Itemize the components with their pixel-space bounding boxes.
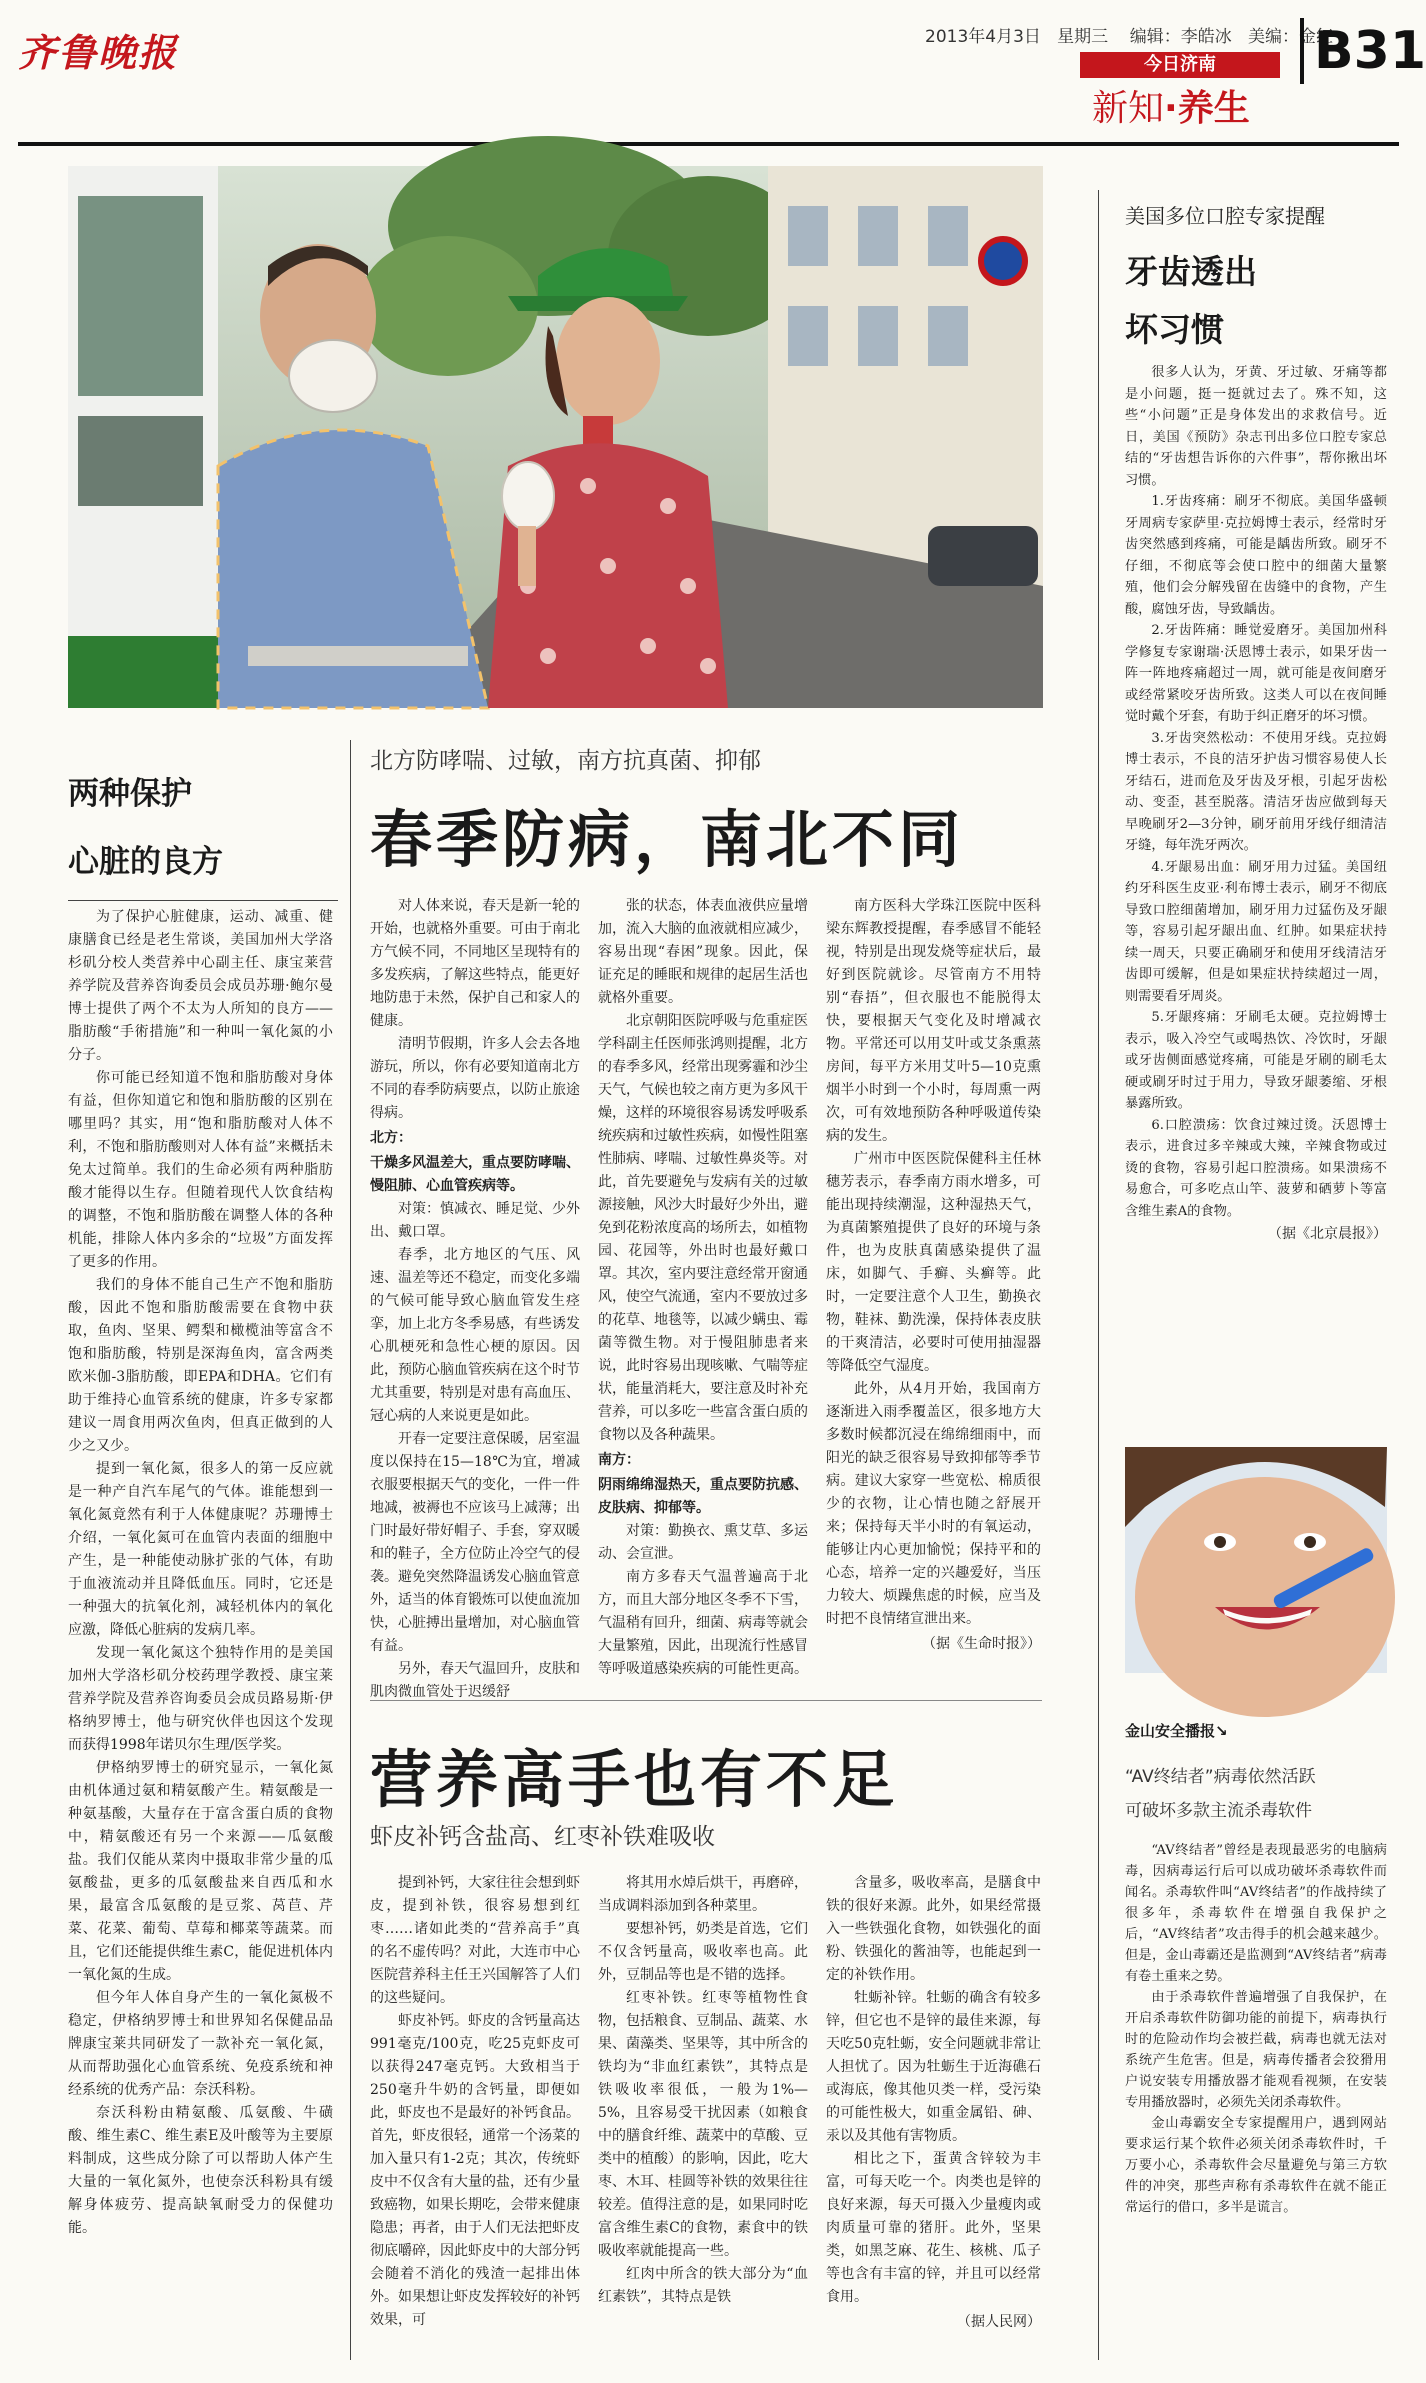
main-paragraph: 开春一定要注意保暖，居室温度以保持在15—18℃为宜，增减衣服要根据天气的变化，一件一件地减，被褥也不应该马上减薄；出门时最好带好帽子、手套，穿双暖和的鞋子，全方位防止冷空气的侵袭。避免突然降温诱发心脑血管意外，适当的体育锻炼可以使血流加快，心脏搏出量增加，对心脑血管有益。 (370, 1431, 580, 1654)
second-article-column-1 (370, 1872, 580, 2357)
right-paragraph: 很多人认为，牙黄、牙过敏、牙痛等都是小问题，挺一挺就过去了。殊不知，这些“小问题”正是身体发出的求救信号。近日，美国《预防》杂志刊出多位口腔专家总结的“牙齿想告诉你的六件事”，帮你揪出坏习惯。 (1125, 365, 1387, 488)
main-paragraph: 清明节假期，许多人会去各地游玩，所以，你有必要知道南北方不同的春季防病要点，以防止旅途得病。 (370, 1036, 580, 1121)
street-photo (68, 166, 1043, 708)
left-paragraph: 你可能已经知道不饱和脂肪酸对身体有益，但你知道它和饱和脂肪酸的区别在哪里吗？其实，用“饱和脂肪酸对人体不利，不饱和脂肪酸则对人体有益”来概括未免太过简单。我们的生命必须有两种脂肪酸才能得以生存。但随着现代人饮食结构的调整，不饱和脂肪酸在调整人体的各种机能，排除人体内多余的“垃圾”方面发挥了更多的作用。 (68, 1070, 333, 1270)
toothbrush-photo (1125, 1447, 1387, 1673)
second-article-title: 营养高手也有不足 (370, 1743, 899, 1816)
masthead-rule (18, 142, 1399, 146)
south-heading: 南方： (598, 1452, 640, 1468)
right-article-source: （据《北京晨报》） (1268, 1226, 1387, 1242)
left-title-line1: 两种保护 (68, 776, 192, 812)
second-paragraph: 将其用水焯后烘干，再磨碎，当成调料添加到各种菜里。 (598, 1875, 808, 1914)
south-focus: 阴雨绵绵湿热天，重点要防抗感、皮肤病、抑郁等。 (598, 1477, 808, 1516)
security-paragraph: 金山毒霸安全专家提醒用户，遇到网站要求运行某个软件必须关闭杀毒软件时，千万要小心，杀毒软件会尽量避免与第三方软件的冲突，那些声称有杀毒软件在就不能正常运行的借口，多半是谎言。 (1125, 2116, 1387, 2215)
main-article-subtitle: 北方防哮喘、过敏，南方抗真菌、抑郁 (370, 748, 761, 774)
main-article-title: 春季防病，南北不同 (370, 803, 965, 876)
second-paragraph: 红肉中所含的铁大部分为“血红素铁”，其特点是铁 (598, 2266, 808, 2305)
issue-meta (925, 22, 1333, 47)
right-article-title (1125, 243, 1355, 359)
newspaper-logo: 齐鲁晚报 (18, 30, 179, 75)
issue-weekday: 星期三 (1057, 27, 1109, 47)
left-paragraph: 发现一氧化氮这个独特作用的是美国加州大学洛杉矶分校药理学教授、康宝莱营养学院及营养咨询委员会成员路易斯·伊格纳罗博士，他与研究伙伴也因这个发现而获得1998年诺贝尔生理/医学奖。 (68, 1645, 333, 1753)
second-article-column-3 (826, 1872, 1041, 2357)
second-paragraph: 含量多，吸收率高，是膳食中铁的很好来源。此外，如果经常摄入一些铁强化食物，如铁强化的面粉、铁强化的酱油等，也能起到一定的补铁作用。 (826, 1875, 1041, 1983)
section-label: 今日济南 (1080, 52, 1280, 78)
right-paragraph: 1.牙齿疼痛：刷牙不彻底。美国华盛顿牙周病专家萨里·克拉姆博士表示，经常时牙齿突然感到疼痛，可能是龋齿所致。刷牙不仔细，不彻底等会使口腔中的细菌大量繁殖，他们会分解残留在齿缝中的食物，产生酸，腐蚀牙齿，导致龋齿。 (1125, 494, 1387, 617)
left-title-rule (68, 900, 338, 901)
second-paragraph: 提到补钙，大家往往会想到虾皮，提到补铁，很容易想到红枣……诸如此类的“营养高手”真的名不虚传吗？对此，大连市中心医院营养科主任王兴国解答了人们的这些疑问。 (370, 1875, 580, 2006)
article-separator (370, 1700, 1042, 1701)
left-column-divider (350, 740, 351, 2360)
main-paragraph: 另外，春天气温回升，皮肤和肌肉微血管处于迟缓舒 (370, 1661, 580, 1700)
designer-credit: 美编：金红 (1247, 27, 1333, 47)
second-article-source: （据人民网） (957, 2314, 1041, 2330)
left-paragraph: 奈沃科粉由精氨酸、瓜氨酸、牛磺酸、维生素C、维生素E及叶酸等为主要原料制成，这些成分除了可以帮助人体产生大量的一氧化氮外，也使奈沃科粉具有缓解身体疲劳、提高缺氧耐受力的保健功能。 (68, 2105, 333, 2236)
right-title-line2: 坏习惯 (1125, 310, 1224, 349)
section-title-accent: ·养生 (1164, 88, 1250, 129)
main-paragraph: 张的状态，体表血液供应量增加，流入大脑的血液就相应减少，容易出现“春困”现象。因此，保证充足的睡眠和规律的起居生活也就格外重要。 (598, 898, 808, 1006)
security-paragraph: “AV终结者”曾经是表现最恶劣的电脑病毒，因病毒运行后可以成功破坏杀毒软件而闻名。杀毒软件叫“AV终结者”的作战持续了很多年，杀毒软件在增强自我保护之后，“AV终结者”攻击得手的机会越来越少。但是，金山毒霸还是监测到“AV终结者”病毒有卷土重来之势。 (1125, 1843, 1387, 1984)
second-paragraph: 相比之下，蛋黄含锌较为丰富，可每天吃一个。肉类也是锌的良好来源，每天可摄入少量瘦肉或肉质量可靠的猪肝。此外，坚果类，如黑芝麻、花生、核桃、瓜子等也含有丰富的锌，并且可以经常食用。 (826, 2151, 1041, 2305)
left-paragraph: 但今年人体自身产生的一氧化氮极不稳定，伊格纳罗博士和世界知名保健品品牌康宝莱共同研发了一款补充一氧化氮，从而帮助强化心血管系统、免疫系统和神经系统的优秀产品：奈沃科粉。 (68, 1990, 333, 2098)
right-article-body (1125, 362, 1387, 1432)
main-article-column-3 (826, 895, 1041, 1680)
security-paragraph: 由于杀毒软件普遍增强了自我保护，在开启杀毒软件防御功能的前提下，病毒执行时的危险动作均会被拦截，病毒也就无法对系统产生危害。但是，病毒传播者会狡猾用户说安装专用播放器才能观看视频，在安装专用播放器时，必须先关闭杀毒软件。 (1125, 1990, 1387, 2110)
right-paragraph: 3.牙齿突然松动：不使用牙线。克拉姆博士表示，不良的洁牙护齿习惯容易使人长牙结石，进而危及牙齿及牙根，引起牙齿松动、变歪，甚至脱落。清洁牙齿应做到每天早晚刷牙2—3分钟，刷牙前用牙线仔细清洁牙缝，每年洗牙两次。 (1125, 730, 1387, 853)
left-paragraph: 提到一氧化氮，很多人的第一反应就是一种产自汽车尾气的气体。谁能想到一氧化氮竟然有利于人体健康呢？苏珊博士介绍，一氧化氮可在血管内表面的细胞中产生，是一种能使动脉扩张的气体，有助于血液流动并且降低血压。同时，它还是一种强大的抗氧化剂，减轻机体内的氧化应激，降低心脏病的发病几率。 (68, 1461, 333, 1638)
masthead (0, 0, 1426, 130)
right-column-divider (1098, 190, 1099, 2360)
right-paragraph: 2.牙齿阵痛：睡觉爱磨牙。美国加州科学修复专家谢瑞·沃恩博士表示，如果牙齿一阵一阵地疼痛超过一周，就可能是夜间磨牙或经常紧咬牙齿所致。这类人可以在夜间睡觉时戴个牙套，有助于纠正磨牙的坏习惯。 (1125, 623, 1387, 724)
second-article-column-2 (598, 1872, 808, 2357)
security-title-line1: “AV终结者”病毒依然活跃 (1125, 1767, 1316, 1787)
left-title-line2: 心脏的良方 (68, 844, 223, 880)
right-article-kicker: 美国多位口腔专家提醒 (1125, 204, 1325, 228)
second-article-subtitle: 虾皮补钙含盐高、红枣补铁难吸收 (370, 1824, 715, 1850)
main-paragraph: 对人体来说，春天是新一轮的开始，也就格外重要。可由于南北方气候不同，不同地区呈现特有的多发疾病，了解这些特点，能更好地防患于未然，保护自己和家人的健康。 (370, 898, 580, 1029)
main-article-column-1 (370, 895, 580, 1700)
main-paragraph: 南方多春天气温普遍高于北方，而且大部分地区冬季不下雪，气温稍有回升，细菌、病毒等就会大量繁殖，因此，出现流行性感冒等呼吸道感染疾病的可能性更高。 (598, 1569, 808, 1677)
left-paragraph: 为了保护心脏健康，运动、减重、健康膳食已经是老生常谈，美国加州大学洛杉矶分校人类营养中心副主任、康宝莱营养学院及营养咨询委员会成员苏珊·鲍尔曼博士提供了两个不太为人所知的良方——脂肪酸“手術措施”和一种叫一氧化氮的小分子。 (68, 909, 333, 1063)
main-article-column-2 (598, 895, 808, 1680)
main-article-source: （据《生命时报》） (922, 1636, 1041, 1652)
section-title-main: 新知 (1092, 88, 1165, 129)
second-paragraph: 牡蛎补锌。牡蛎的确含有较多锌，但它也不是锌的最佳来源，每天吃50克牡蛎，安全问题就非常让人担忧了。因为牡蛎生于近海礁石或海底，像其他贝类一样，受污染的可能性极大，如重金属铅、砷、汞以及其他有害物质。 (826, 1990, 1041, 2144)
right-paragraph: 4.牙龈易出血：刷牙用力过猛。美国纽约牙科医生皮亚·利布博士表示，刷牙不彻底导致口腔细菌增加，刷牙用力过猛伤及牙龈等，容易引起牙龈出血、红肿。如果症状持续一周天，只要正确刷牙和使用牙线清洁牙齿即可缓解，但是如果症状持续超过一周，则需要看牙周炎。 (1125, 859, 1387, 1004)
main-paragraph: 南方医科大学珠江医院中医科梁东辉教授提醒，春季感冒不能轻视，特别是出现发烧等症状后，最好到医院就诊。尽管南方不用特别“春捂”，但衣服也不能脱得太快，要根据天气变化及时增减衣物。平常还可以用艾叶或艾条熏蒸房间，每平方米用艾叶5—10克熏烟半小时到一个小时，每周熏一两次，可有效地预防各种呼吸道传染病的发生。 (826, 898, 1041, 1144)
security-article-body (1125, 1840, 1387, 2360)
second-paragraph: 红枣补铁。红枣等植物性食物，包括粮食、豆制品、蔬菜、水果、菌藻类、坚果等，其中所含的铁均为“非血红素铁”，其特点是铁吸收率很低，一般为1%—5%，且容易受干扰因素（如粮食中的膳食纤维、蔬菜中的草酸、豆类中的植酸）的影响，因此，吃大枣、木耳、桂圆等补铁的效果往往较差。值得注意的是，如果同时吃富含维生素C的食物，素食中的铁吸收率就能提高一些。 (598, 1990, 808, 2259)
editor-credit: 编辑：李皓冰 (1129, 27, 1232, 47)
north-focus: 干燥多风温差大，重点要防哮喘、慢阻肺、心血管疾病等。 (370, 1155, 580, 1194)
second-paragraph: 虾皮补钙。虾皮的含钙量高达991毫克/100克，吃25克虾皮可以获得247毫克钙。大致相当于250毫升牛奶的含钙量，即便如此，虾皮也不是最好的补钙食品。首先，虾皮很轻，通常一个汤菜的加入量只有1-2克；其次，传统虾皮中不仅含有大量的盐，还有少量致癌物，如果长期吃，会带来健康隐患；再者，由于人们无法把虾皮彻底嚼碎，因此虾皮中的大部分钙会随着不消化的残渣一起排出体外。如果想让虾皮发挥较好的补钙效果，可 (370, 2013, 580, 2328)
page-number: B31 (1300, 18, 1410, 84)
right-title-line1: 牙齿透出 (1125, 252, 1257, 291)
main-paragraph: 此外，从4月开始，我国南方逐渐进入雨季覆盖区，很多地方大多数时候都沉浸在绵绵细雨中，而阳光的缺乏很容易导致抑郁等季节病。建议大家穿一些宽松、棉质很少的衣物，让心情也随之舒展开来；保持每天半小时的有氧运动，能够让内心更加愉悦；保持平和的心态，培养一定的兴趣爱好，当压力较大、烦躁焦虑的时候，应当及时把不良情绪宣泄出来。 (826, 1381, 1041, 1627)
right-paragraph: 6.口腔溃疡：饮食过辣过烫。沃恩博士表示，进食过多辛辣或大辣，辛辣食物或过烫的食物，容易引起口腔溃疡。如果溃疡不易愈合，可多吃点山竿、菠萝和硒萝卜等富含维生素A的食物。 (1125, 1117, 1387, 1219)
second-paragraph: 要想补钙，奶类是首选，它们不仅含钙量高，吸收率也高。此外，豆制品等也是不错的选择。 (598, 1921, 808, 1983)
main-paragraph: 广州市中医医院保健科主任林穗芳表示，春季南方雨水增多，可能出现持续潮湿，这种湿热天气，为真菌繁殖提供了良好的环境与条件，也为皮肤真菌感染提供了温床，如脚气、手癣、头癣等。此时，一定要注意个人卫生，勤换衣物，鞋袜、勤洗澡，保持体表皮肤的干爽清洁，必要时可使用抽湿器等降低空气湿度。 (826, 1151, 1041, 1374)
issue-date: 2013年4月3日 (925, 27, 1041, 47)
left-article-body (68, 906, 333, 2366)
security-title-line2: 可破坏多款主流杀毒软件 (1125, 1801, 1312, 1821)
left-paragraph: 伊格纳罗博士的研究显示，一氧化氮由机体通过氨和精氨酸产生。精氨酸是一种氨基酸，大量存在于富含蛋白质的食物中，精氨酸还有另一个来源——瓜氨酸盐。我们仅能从菜肉中摄取非常少量的瓜氨酸盐，更多的瓜氨酸盐来自西瓜和水果，最富含瓜氨酸的是豆浆、莴苣、芹菜、花菜、葡萄、草莓和椰菜等蔬菜。而且，它们还能提供维生素C，能促进机体内一氧化氮的生成。 (68, 1760, 333, 1983)
main-paragraph: 对策：慎减衣、睡足觉、少外出、戴口罩。 (370, 1201, 580, 1240)
left-article-title (68, 760, 328, 896)
left-paragraph: 我们的身体不能自己生产不饱和脂肪酸，因此不饱和脂肪酸需要在食物中获取，鱼肉、坚果、鳄梨和橄榄油等富含不饱和脂肪酸，特别是深海鱼肉，富含两类欧米伽-3脂肪酸，即EPA和DHA。它们有助于维持心血管系统的健康，许多专家都建议一周食用两次鱼肉，但真正做到的人少之又少。 (68, 1277, 333, 1454)
right-paragraph: 5.牙龈疼痛：牙刷毛太硬。克拉姆博士表示，吸入冷空气或喝热饮、冷饮时，牙龈或牙齿侧面感觉疼痛，可能是牙刷的刷毛太硬或刷牙时过于用力，导致牙龈萎缩、牙根暴露所致。 (1125, 1010, 1387, 1111)
north-heading: 北方： (370, 1130, 412, 1146)
main-paragraph: 对策：勤换衣、熏艾草、多运动、会宣泄。 (598, 1523, 808, 1562)
security-section-label: 金山安全播报↘ (1125, 1722, 1228, 1740)
main-paragraph: 北京朝阳医院呼吸与危重症医学科副主任医师张鸿则提醒，北方的春季多风，经常出现雾霾和沙尘天气，气候也较之南方更为多风干燥，这样的环境很容易诱发呼吸系统疾病和过敏性疾病，如慢性阻塞性肺病、哮喘、过敏性鼻炎等。对此，首先要避免与发病有关的过敏源接触，风沙大时最好少外出，避免到花粉浓度高的场所去，如植物园、花园等，外出时也最好戴口罩。其次，室内要注意经常开窗通风，使空气流通，室内不要放过多的花草、地毯等，以减少螨虫、霉菌等微生物。对于慢阻肺患者来说，此时容易出现咳嗽、气喘等症状，能量消耗大，要注意及时补充营养，可以多吃一些富含蛋白质的食物以及各种蔬果。 (598, 1013, 808, 1443)
section-title (1092, 80, 1250, 131)
main-paragraph: 春季，北方地区的气压、风速、温差等还不稳定，而变化多端的气候可能导致心脑血管发生痉挛，加上北方冬季易感，有些诱发心肌梗死和急性心梗的原因。因此，预防心脑血管疾病在这个时节尤其重要，特别是对患有高血压、冠心病的人来说更是如此。 (370, 1247, 580, 1424)
